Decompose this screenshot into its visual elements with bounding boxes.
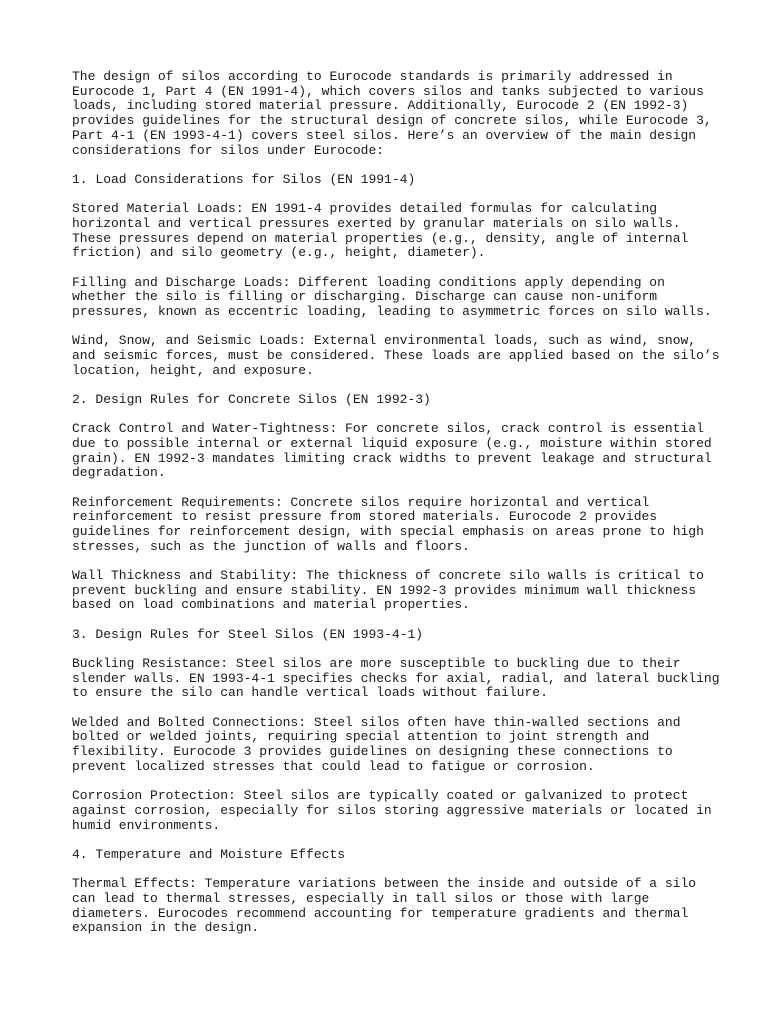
section-heading-temperature-moisture: 4. Temperature and Moisture Effects — [72, 846, 346, 862]
document-page — [72, 69, 720, 951]
intro-paragraph: The design of silos according to Eurocode standards is primarily addressed in Eurocode 1, Part 4 (EN 1991-4), which covers silos and tanks subjected to various loads, including stored material pressure. Additionally, Eurocode 2 (EN 1992-3) provides guidelines for the structural design of concrete silos, while Eurocode 3, Part 4-1 (EN 1993-4-1) covers steel silos. Here’s an overview of the main design considerations for silos under Eurocode: — [72, 69, 712, 158]
paragraph-thermal-effects: Thermal Effects: Temperature variations between the inside and outside of a silo can lead to thermal stresses, especially in tall silos or those with large diameters. Eurocodes recommend accounting for temperature gradients and thermal expansion in the design. — [72, 876, 697, 936]
paragraph-welded-bolted-connections: Welded and Bolted Connections: Steel silos often have thin-walled sections and bolted or welded joints, requiring special attention to joint strength and flexibility. Eurocode 3 provides guidelines on designing these connections to prevent localized stresses that could lead to fatigue or corrosion. — [72, 714, 681, 774]
paragraph-wall-thickness: Wall Thickness and Stability: The thickness of concrete silo walls is critical to prevent buckling and ensure stability. EN 1992-3 provides minimum wall thickness based on load combinations and material properties. — [72, 568, 704, 613]
paragraph-reinforcement: Reinforcement Requirements: Concrete silos require horizontal and vertical reinforcement to resist pressure from stored materials. Eurocode 2 provides guidelines for reinforcement design, with special emphasis on areas prone to high stresses, such as the junction of walls and floors. — [72, 494, 704, 554]
paragraph-buckling-resistance: Buckling Resistance: Steel silos are more susceptible to buckling due to their slender walls. EN 1993-4-1 specifies checks for axial, radial, and lateral buckling to ensure the silo can handle vertical loads without failure. — [72, 656, 720, 701]
paragraph-wind-snow-seismic-loads: Wind, Snow, and Seismic Loads: External environmental loads, such as wind, snow, and seismic forces, must be considered. These loads are applied based on the silo’s location, height, and exposure. — [72, 333, 720, 378]
paragraph-crack-control: Crack Control and Water-Tightness: For concrete silos, crack control is essential due to possible internal or external liquid exposure (e.g., moisture within stored grain). EN 1992-3 mandates limiting crack widths to prevent leakage and structural degradation. — [72, 421, 712, 481]
paragraph-filling-discharge-loads: Filling and Discharge Loads: Different loading conditions apply depending on whether the silo is filling or discharging. Discharge can cause non-uniform pressures, known as eccentric loading, leading to asymmetric forces on silo walls. — [72, 274, 712, 319]
paragraph-corrosion-protection: Corrosion Protection: Steel silos are typically coated or galvanized to protect against corrosion, especially for silos storing aggressive materials or located in humid environments. — [72, 788, 712, 833]
section-heading-load-considerations: 1. Load Considerations for Silos (EN 1991-4) — [72, 171, 416, 187]
section-heading-steel-silos: 3. Design Rules for Steel Silos (EN 1993-4-1) — [72, 626, 424, 642]
paragraph-stored-material-loads: Stored Material Loads: EN 1991-4 provides detailed formulas for calculating horizontal and vertical pressures exerted by granular materials on silo walls. These pressures depend on material properties (e.g., density, angle of internal friction) and silo geometry (e.g., height, diameter). — [72, 201, 689, 261]
section-heading-concrete-silos: 2. Design Rules for Concrete Silos (EN 1992-3) — [72, 391, 431, 407]
